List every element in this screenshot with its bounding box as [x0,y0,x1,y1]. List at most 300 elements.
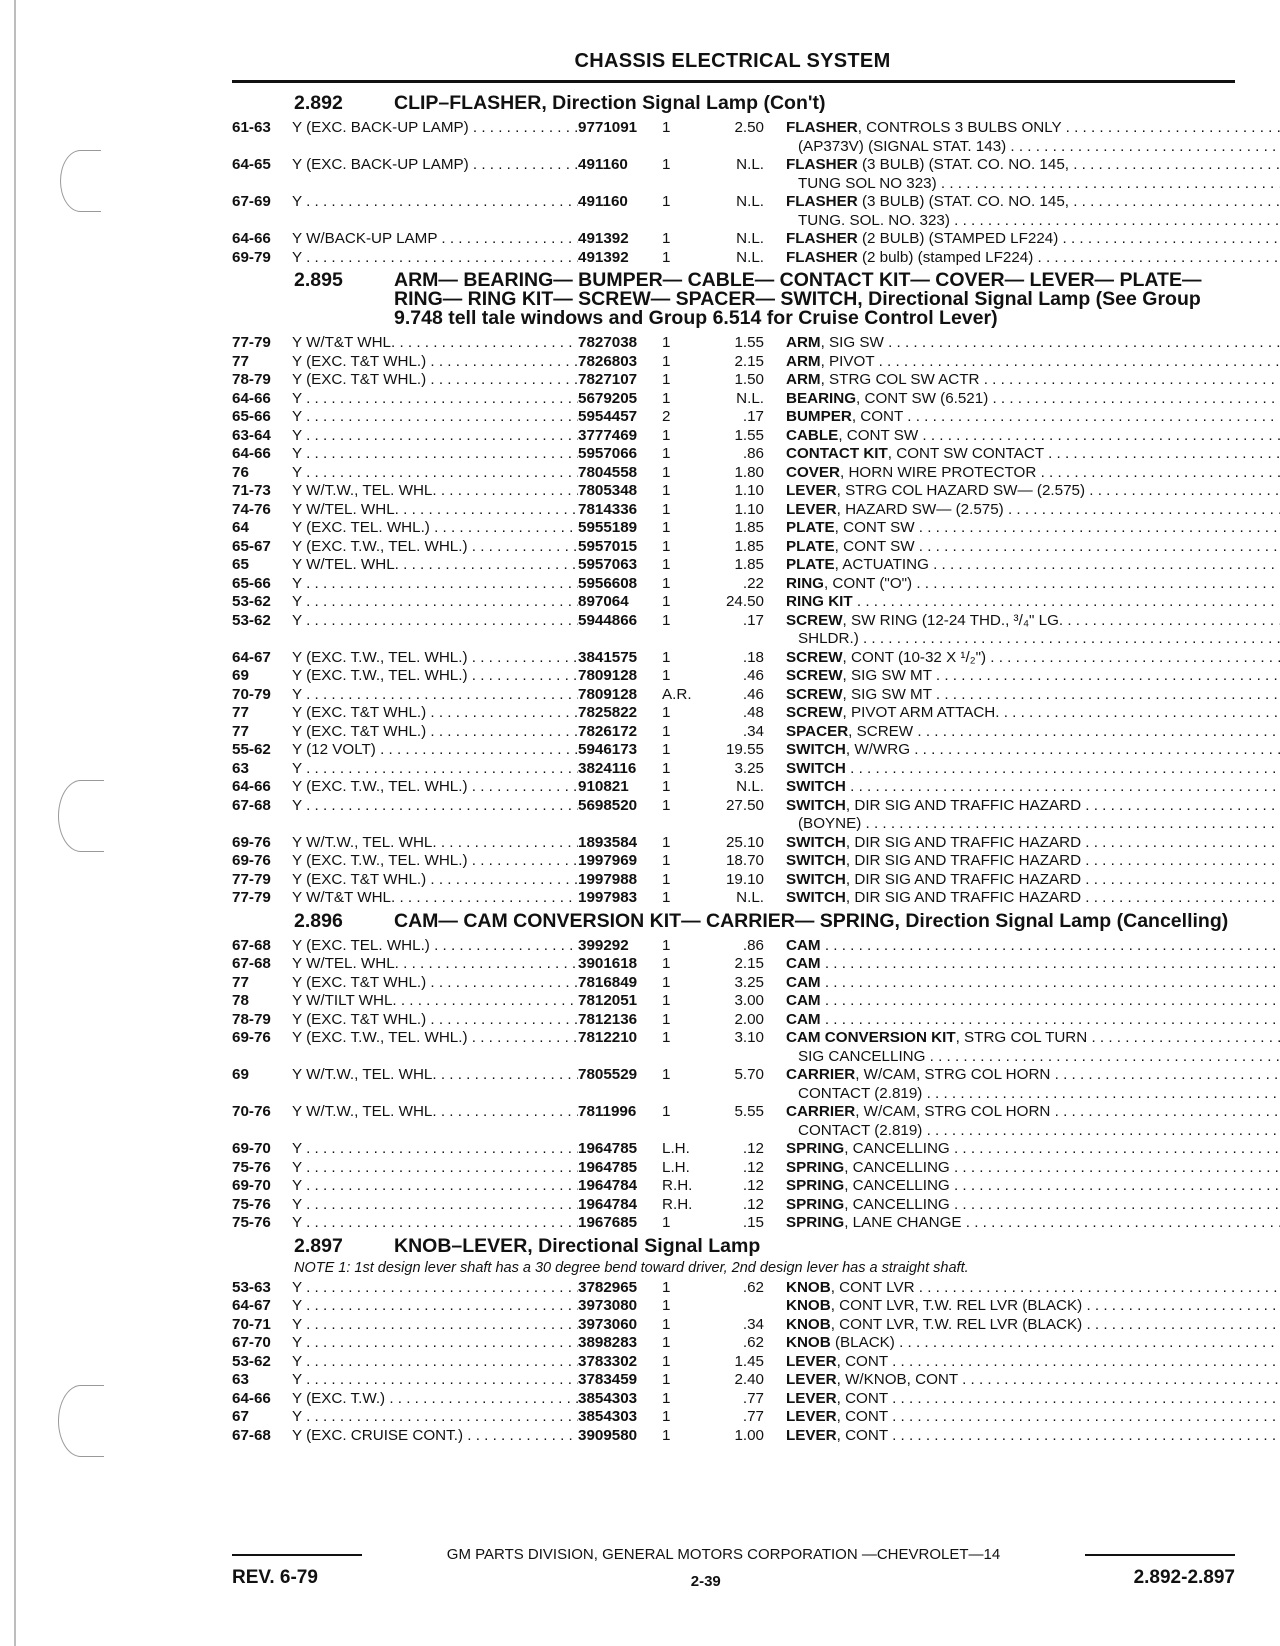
description-line [786,1011,1280,1030]
quantity: 1 [662,389,671,407]
part-number: 910821 [578,778,629,795]
description-line: SWITCH, DIR SIG AND TRAFFIC HAZARD . . . [786,852,1280,871]
model-years: 64-66 [232,230,271,247]
price: 1.80 [734,463,764,481]
part-number: 3973060 [578,1315,638,1333]
part-number: 5957063 [578,556,638,573]
description-keyword: CARRIER [786,1066,856,1083]
model-years: 69-76 [232,1029,271,1046]
application: Y W/T.W., TEL. WHL. . . . [292,1103,578,1122]
application: Y W/T.W., TEL. WHL. . . . [292,834,578,853]
description-keyword: SWITCH [786,852,846,869]
section-number: 2.892 [294,92,343,114]
model-years: 77 [232,973,249,991]
application: Y (EXC. TEL. WHL.) . . . [292,519,578,538]
application: Y (EXC. BACK-UP LAMP) . . . [292,119,578,138]
description-line: FLASHER (2 BULB) (STAMPED LF224) . . . [786,230,1280,249]
application: Y (EXC. T.W., TEL. WHL.) . . . [292,649,578,668]
price: 3.00 [734,992,764,1009]
model-years: 67-68 [232,936,271,954]
model-years: 70-71 [232,1315,271,1333]
section-range: 2.892-2.897 [1133,1567,1235,1588]
description-line: FLASHER (2 bulb) (stamped LF224) . . . [786,249,1280,268]
table-row [232,612,1232,649]
description-keyword: CABLE [786,426,839,444]
quantity: 1 [662,1029,671,1046]
model-years: 64-67 [232,648,271,666]
description-line: FLASHER (3 BULB) (STAT. CO. NO. 145, . . . [786,193,1280,212]
price: .18 [742,648,764,666]
model-years: 78 [232,992,249,1009]
description-keyword: SPRING [786,1177,845,1194]
description-keyword: KNOB [786,1334,831,1351]
description-keyword: BEARING [786,389,857,407]
description-line: BEARING, CONT SW (6.521) . . . [786,390,1280,409]
application: Y W/T&T WHL. . . . [292,889,578,908]
description-line: SPRING, LANE CHANGE . . . [786,1214,1280,1233]
quantity: 1 [662,352,671,370]
description [786,778,1280,797]
description-line: TUNG SOL NO 323) . . . [786,175,1280,194]
description [786,556,1280,575]
quantity: 1 [662,667,671,684]
table-row [232,649,1232,668]
application: Y (EXC. BACK-UP LAMP) . . . [292,156,578,175]
part-number: 897064 [578,593,629,610]
price: 24.50 [725,593,764,610]
part-number: 3841575 [578,648,638,666]
description-line [786,593,1280,612]
section-header [232,1234,1232,1257]
application: Y . . . [292,1353,578,1372]
description [786,667,1280,686]
part-number: 1997988 [578,870,638,888]
description [786,889,1280,908]
application: Y . . . [292,193,578,212]
description-line: SPRING, CANCELLING . . . [786,1177,1280,1196]
description-keyword: LEVER [786,1371,837,1388]
description [786,1408,1280,1427]
part-number: 5957015 [578,537,638,555]
table-row [232,501,1232,520]
description [786,1140,1280,1159]
price: 2.00 [734,1010,764,1028]
application: Y (EXC. T.W., TEL. WHL.) . . . [292,1029,578,1048]
quantity: 1 [662,426,671,444]
quantity: R.H. [662,1195,693,1213]
description-line: KNOB (BLACK) . . . [786,1334,1280,1353]
part-number: 5955189 [578,519,638,536]
table-row [232,992,1232,1011]
table-row [232,667,1232,686]
description [786,1066,1280,1103]
revision-label: REV. 6-79 [232,1567,318,1588]
part-number: 491160 [578,193,628,210]
section-note: NOTE 1: 1st design lever shaft has a 30 degree bend toward driver, 2nd design lever has a straight shaft. [294,1259,969,1276]
description [786,1159,1280,1178]
model-years: 67-68 [232,955,271,972]
quantity: 1 [662,741,671,758]
description-line: SPACER, SCREW . . . [786,723,1280,742]
page-number: 2-39 [690,1573,721,1590]
description-keyword: SPRING [786,1195,845,1213]
quantity: 1 [662,1371,671,1388]
price: N.L. [736,248,764,266]
quantity: 1 [662,556,671,573]
description-line: LEVER, CONT . . . [786,1427,1280,1446]
page-edge-line [14,0,16,1646]
description [786,371,1280,390]
application: Y . . . [292,1334,578,1353]
description [786,1177,1280,1196]
description-keyword: PLATE [786,556,835,573]
price: 5.55 [734,1103,764,1120]
part-number: 491160 [578,156,628,173]
model-years: 77-79 [232,870,271,888]
description-keyword: SWITCH [786,796,846,814]
section-title: KNOB–LEVER, Directional Signal Lamp [394,1234,761,1257]
model-years: 64-66 [232,1389,271,1407]
table-row [232,834,1232,853]
description [786,193,1280,230]
model-years: 77-79 [232,889,271,906]
application: Y (EXC. T.W.) . . . [292,1390,578,1409]
description [786,334,1280,353]
description-line: TUNG. SOL. NO. 323) . . . [786,212,1280,231]
description-keyword: LEVER [786,500,837,518]
table-row [232,464,1232,483]
description-line: BUMPER, CONT . . . [786,408,1280,427]
description-line: SWITCH, DIR SIG AND TRAFFIC HAZARD . . . [786,871,1280,890]
application: Y . . . [292,760,578,779]
description [786,1371,1280,1390]
price: 25.10 [725,833,764,851]
table-row [232,704,1232,723]
description-line: CARRIER, W/CAM, STRG COL HORN . . . [786,1066,1280,1085]
price: 18.70 [725,852,764,869]
description-line: SCREW, CONT (10-32 X ¹/₂") . . . [786,649,1280,668]
table-row [232,955,1232,974]
model-years: 63 [232,1371,249,1388]
description-line: ARM, STRG COL SW ACTR . . . [786,371,1280,390]
table-row [232,889,1232,908]
model-years: 67 [232,1408,249,1425]
description-line: SCREW, SW RING (12-24 THD., ³/₄" LG. . . . [786,612,1280,631]
part-number: 3901618 [578,955,638,972]
price: 1.55 [734,426,764,444]
table-row [232,353,1232,372]
description-line: SPRING, CANCELLING . . . [786,1140,1280,1159]
description-keyword: COVER [786,463,841,481]
description-keyword: SWITCH [786,759,846,777]
description [786,723,1280,742]
table-row [232,119,1232,156]
description-line: SHLDR.) . . . [786,630,1280,649]
model-years: 70-79 [232,685,271,703]
description [786,649,1280,668]
application: Y (12 VOLT) . . . [292,741,578,760]
model-years: 53-62 [232,1352,271,1370]
description-line: SWITCH, W/WRG . . . [786,741,1280,760]
table-row [232,871,1232,890]
model-years: 55-62 [232,741,271,758]
description-keyword: SWITCH [786,741,846,758]
application: Y (EXC. T&T WHL.) . . . [292,723,578,742]
quantity: 1 [662,519,671,536]
section [232,94,1232,267]
price: .77 [742,1408,764,1425]
price: 2.40 [734,1371,764,1388]
price: N.L. [736,230,764,247]
description-line: CONTACT KIT, CONT SW CONTACT . . . [786,445,1280,464]
table-row [232,575,1232,594]
description [786,686,1280,705]
price: 1.50 [734,371,764,388]
description-line [786,992,1280,1011]
part-number: 9771091 [578,119,638,136]
parts-listing [232,90,1232,1445]
application: Y . . . [292,1196,578,1215]
table-row [232,334,1232,353]
description [786,519,1280,538]
section-number: 2.896 [294,909,343,932]
application: Y . . . [292,408,578,427]
application: Y . . . [292,575,578,594]
model-years: 69-79 [232,248,271,266]
description-keyword: PLATE [786,519,835,536]
model-years: 69 [232,667,249,684]
description-line: CARRIER, W/CAM, STRG COL HORN . . . [786,1103,1280,1122]
application: Y (EXC. T&T WHL.) . . . [292,1011,578,1030]
model-years: 78-79 [232,1010,271,1028]
description-keyword: LEVER [786,1352,837,1370]
part-number: 7804558 [578,463,638,481]
description [786,1353,1280,1372]
price: 1.55 [734,334,764,351]
application: Y (EXC. T&T WHL.) . . . [292,371,578,390]
model-years: 69-70 [232,1140,271,1157]
quantity: 1 [662,537,671,555]
table-row [232,1279,1232,1298]
quantity: 1 [662,334,671,351]
description [786,741,1280,760]
description-keyword: KNOB [786,1315,831,1333]
model-years: 64-67 [232,1297,271,1314]
header-rule [232,80,1235,83]
application: Y . . . [292,445,578,464]
price: 2.15 [734,352,764,370]
table-row [232,1103,1232,1140]
part-number: 5954457 [578,408,638,425]
part-number: 7827038 [578,334,638,351]
quantity: 1 [662,955,671,972]
part-number: 1997969 [578,852,638,869]
quantity: 1 [662,248,671,266]
application: Y (EXC. T&T WHL.) . . . [292,353,578,372]
quantity: 1 [662,936,671,954]
description-line: (AP373V) (SIGNAL STAT. 143) . . . [786,138,1280,157]
quantity: 1 [662,1297,671,1314]
description-keyword: CAM [786,973,821,991]
quantity: 1 [662,1334,671,1351]
part-number: 1997983 [578,889,638,906]
application: Y . . . [292,1316,578,1335]
part-number: 5698520 [578,796,638,814]
price: .77 [742,1389,764,1407]
description-line: SCREW, SIG SW MT . . . [786,686,1280,705]
table-row [232,556,1232,575]
price: .46 [742,685,764,703]
description-keyword: SWITCH [786,833,846,851]
application: Y (EXC. T&T WHL.) . . . [292,871,578,890]
table-row [232,538,1232,557]
binder-hole-mark [58,1385,104,1457]
table-row [232,1390,1232,1409]
description [786,1029,1280,1066]
quantity: 1 [662,1103,671,1120]
application: Y W/TILT WHL. . . . [292,992,578,1011]
description [786,593,1280,612]
price: .34 [742,722,764,740]
description-line: CABLE, CONT SW . . . [786,427,1280,446]
description-line: FLASHER, CONTROLS 3 BULBS ONLY . . . [786,119,1280,138]
part-number: 7826172 [578,722,638,740]
description-line: RING, CONT ("O") . . . [786,575,1280,594]
description [786,575,1280,594]
part-number: 1964784 [578,1177,638,1194]
page-title: CHASSIS ELECTRICAL SYSTEM [574,50,891,72]
description [786,482,1280,501]
price: 1.85 [734,519,764,536]
section-number: 2.897 [294,1234,343,1257]
table-row [232,1140,1232,1159]
description-keyword: SCREW [786,667,843,684]
application: Y . . . [292,1408,578,1427]
description-line: SIG CANCELLING . . . [786,1048,1280,1067]
quantity: 1 [662,1408,671,1425]
footer-rule-right [1085,1554,1235,1556]
description [786,1279,1280,1298]
description-keyword: CARRIER [786,1103,856,1120]
model-years: 70-76 [232,1103,271,1120]
quantity: 1 [662,1066,671,1083]
table-row [232,156,1232,193]
description-line [786,760,1280,779]
description [786,1196,1280,1215]
description [786,937,1280,956]
description [786,445,1280,464]
model-years: 53-63 [232,1278,271,1296]
description [786,852,1280,871]
description-line: PLATE, CONT SW . . . [786,538,1280,557]
description-line [786,937,1280,956]
description [786,955,1280,974]
description [786,797,1280,834]
quantity: 1 [662,371,671,388]
description-line: SWITCH, DIR SIG AND TRAFFIC HAZARD . . . [786,889,1280,908]
price: 1.00 [734,1426,764,1444]
application: Y (EXC. T&T WHL.) . . . [292,974,578,993]
application: Y . . . [292,249,578,268]
quantity: L.H. [662,1158,690,1176]
description-keyword: FLASHER [786,230,858,247]
quantity: 2 [662,408,671,425]
description-keyword: LEVER [786,1389,837,1407]
description-line: CAM CONVERSION KIT, STRG COL TURN . . . [786,1029,1280,1048]
model-years: 67-69 [232,193,271,210]
description-keyword: LEVER [786,1426,837,1444]
description [786,156,1280,193]
model-years: 64 [232,519,249,536]
part-number: 5957066 [578,445,638,462]
quantity: 1 [662,796,671,814]
model-years: 65-66 [232,408,271,425]
part-number: 1967685 [578,1214,638,1231]
description-keyword: CAM [786,936,821,954]
description [786,704,1280,723]
application: Y W/T.W., TEL. WHL. . . . [292,1066,578,1085]
description-line: KNOB, CONT LVR . . . [786,1279,1280,1298]
application: Y . . . [292,593,578,612]
description [786,427,1280,446]
table-row [232,593,1232,612]
model-years: 63-64 [232,426,271,444]
application: Y W/T&T WHL. . . . [292,334,578,353]
description-keyword: LEVER [786,1408,837,1425]
price: 1.85 [734,537,764,555]
description-line: LEVER, W/KNOB, CONT . . . [786,1371,1280,1390]
part-number: 7814336 [578,500,638,518]
price: .12 [742,1158,764,1176]
model-years: 65 [232,556,249,573]
description-line: (BOYNE) . . . [786,815,1280,834]
description-keyword: FLASHER [786,156,858,173]
description [786,1316,1280,1335]
description-keyword: KNOB [786,1278,831,1296]
description-keyword: SPRING [786,1140,845,1157]
description [786,992,1280,1011]
description-line: KNOB, CONT LVR, T.W. REL LVR (BLACK) . . . [786,1316,1280,1335]
table-row [232,230,1232,249]
description-line: LEVER, CONT . . . [786,1353,1280,1372]
description-line: LEVER, STRG COL HAZARD SW— (2.575) . . . [786,482,1280,501]
model-years: 77 [232,722,249,740]
application: Y . . . [292,427,578,446]
description-keyword: CAM CONVERSION KIT [786,1029,956,1046]
model-years: 77 [232,352,249,370]
part-number: 5956608 [578,574,638,592]
section [232,271,1232,908]
section [232,909,1232,1233]
model-years: 53-62 [232,611,271,629]
application: Y . . . [292,464,578,483]
quantity: 1 [662,500,671,518]
description [786,1427,1280,1446]
table-row [232,1159,1232,1178]
part-number: 7825822 [578,704,638,721]
description-line: LEVER, HAZARD SW— (2.575) . . . [786,501,1280,520]
table-row [232,852,1232,871]
table-row [232,974,1232,993]
application: Y (EXC. T.W., TEL. WHL.) . . . [292,667,578,686]
quantity: 1 [662,833,671,851]
description-line: SCREW, PIVOT ARM ATTACH. . . . [786,704,1280,723]
description-line: SCREW, SIG SW MT . . . [786,667,1280,686]
description-line: ARM, SIG SW . . . [786,334,1280,353]
part-number: 7816849 [578,973,638,991]
description-keyword: SPRING [786,1158,845,1176]
model-years: 65-66 [232,574,271,592]
